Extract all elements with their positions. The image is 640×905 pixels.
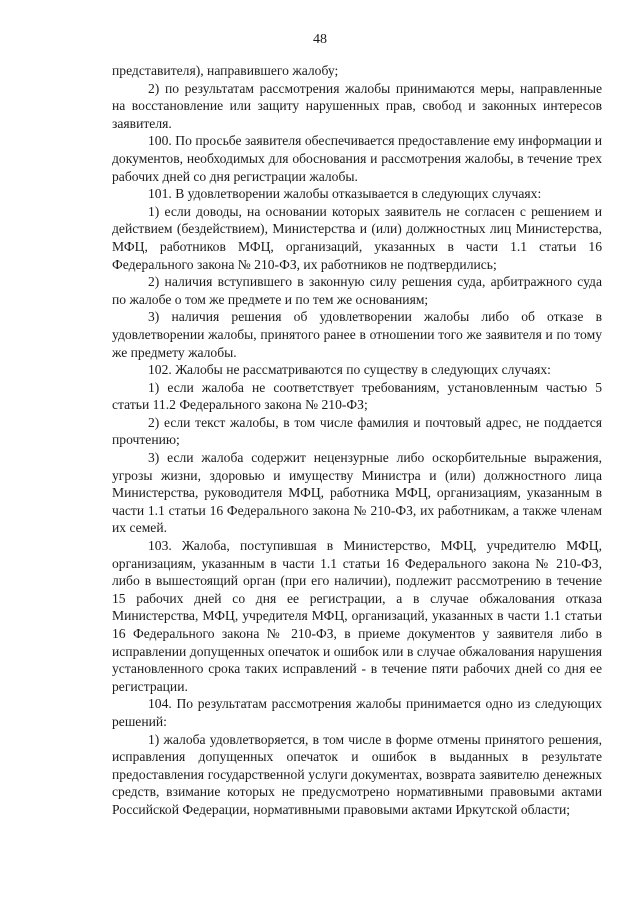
paragraph-101-item-2: 2) наличия вступившего в законную силу решения суда, арбитражного суда по жалобе о том же предмете и по тем же основаниям;	[112, 274, 602, 307]
document-body	[112, 62, 602, 819]
paragraph-103: 103. Жалоба, поступившая в Министерство, МФЦ, учредителю МФЦ, организациям, указанным в части 1.1 статьи 16 Федерального закона № 210-ФЗ, либо в вышестоящий орган (при его наличии), подлежит рассмотрению в течение 15 рабочих дней со дня ее регистрации, а в случае обжалования отказа Министерства, МФЦ, учредителя МФЦ, организаций, указанных в части 1.1 статьи 16 Федерального закона № 210-ФЗ, в приеме документов у заявителя либо в исправлении допущенных опечаток и ошибок или в случае обжалования нарушения установленного срока таких исправлений - в течение пяти рабочих дней со дня ее регистрации.	[112, 538, 602, 694]
paragraph-100: 100. По просьбе заявителя обеспечивается предоставление ему информации и документов, необходимых для обоснования и рассмотрения жалобы, в течение трех рабочих дней со дня регистрации жалобы.	[112, 133, 602, 184]
paragraph-104: 104. По результатам рассмотрения жалобы принимается одно из следующих решений:	[112, 696, 602, 729]
paragraph-item-2-measures: 2) по результатам рассмотрения жалобы принимаются меры, направленные на восстановление или защиту нарушенных прав, свобод и законных интересов заявителя.	[112, 80, 602, 131]
paragraph-102-item-2: 2) если текст жалобы, в том числе фамилия и почтовый адрес, не поддается прочтению;	[112, 414, 602, 448]
paragraph-101-item-1: 1) если доводы, на основании которых заявитель не согласен с решением и действием (бездействием), Министерства и (или) должностных лиц Министерства, МФЦ, работников МФЦ, организаций, указанных в части 1.1 статьи 16 Федерального закона № 210-ФЗ, их работников не подтвердились;	[112, 203, 602, 272]
paragraph-102-item-1: 1) если жалоба не соответствует требованиям, установленным частью 5 статьи 11.2 Федерального закона № 210-ФЗ;	[112, 379, 602, 413]
page-number: 48	[313, 32, 327, 47]
paragraph-104-item-1: 1) жалоба удовлетворяется, в том числе в форме отмены принятого решения, исправления допущенных опечаток и ошибок в выданных в результате предоставления государственной услуги документах, возврата заявителю денежных средств, взимание которых не предусмотрено нормативными правовыми актами Российской Федерации, нормативными правовыми актами Иркутской области;	[112, 731, 602, 817]
paragraph-102: 102. Жалобы не рассматриваются по существу в следующих случаях:	[148, 362, 551, 378]
paragraph-101-item-3: 3) наличия решения об удовлетворении жалобы либо об отказе в удовлетворении жалобы, принятого ранее в отношении того же заявителя и по тому же предмету жалобы.	[112, 309, 602, 360]
paragraph-101: 101. В удовлетворении жалобы отказывается в следующих случаях:	[148, 186, 542, 202]
paragraph-102-item-3: 3) если жалоба содержит нецензурные либо оскорбительные выражения, угрозы жизни, здоровью и имуществу Министра и (или) должностного лица Министерства, руководителя МФЦ, работника МФЦ, организациям, указанным в части 1.1 статьи 16 Федерального закона № 210-ФЗ, их работникам, а также членам их семей.	[112, 450, 602, 536]
paragraph-continuation: представителя), направившего жалобу;	[112, 63, 339, 78]
